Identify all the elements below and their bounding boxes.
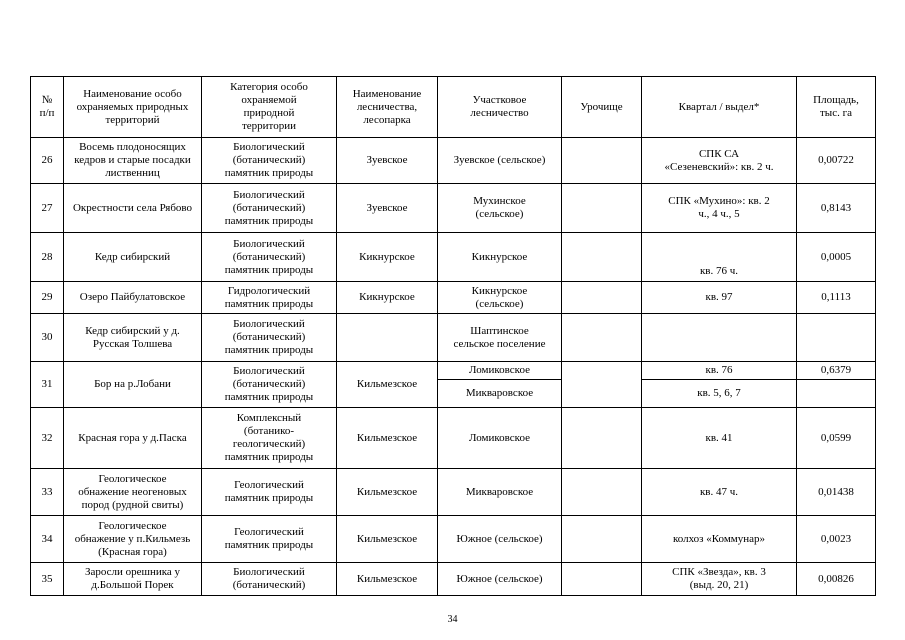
cell-num: 28 bbox=[31, 233, 64, 282]
cell-num: 29 bbox=[31, 282, 64, 314]
cell-quarter: кв. 76 ч. bbox=[642, 233, 797, 282]
cell-quarter: СПК СА «Сезеневский»: кв. 2 ч. bbox=[642, 138, 797, 184]
cell-area: 0,00722 bbox=[797, 138, 876, 184]
cell-num: 30 bbox=[31, 314, 64, 362]
header-quarter: Квартал / выдел* bbox=[642, 77, 797, 138]
cell-tract bbox=[562, 362, 642, 408]
cell-forestry: Кикнурское bbox=[337, 233, 438, 282]
cell-forestry: Кильмезское bbox=[337, 362, 438, 408]
cell-name: Кедр сибирский bbox=[64, 233, 202, 282]
cell-district: Микваровское bbox=[438, 380, 562, 408]
header-tract: Урочище bbox=[562, 77, 642, 138]
cell-category: Комплексный (ботанико- геологический) памятник природы bbox=[202, 408, 337, 469]
cell-tract bbox=[562, 233, 642, 282]
cell-num: 34 bbox=[31, 516, 64, 563]
cell-name: Восемь плодоносящих кедров и старые посадки лиственниц bbox=[64, 138, 202, 184]
cell-quarter: СПК «Звезда», кв. 3 (выд. 20, 21) bbox=[642, 563, 797, 596]
table-row bbox=[31, 282, 876, 314]
cell-area: 0,6379 bbox=[797, 362, 876, 380]
cell-district: Кикнурское (сельское) bbox=[438, 282, 562, 314]
cell-num: 33 bbox=[31, 469, 64, 516]
cell-forestry: Кильмезское bbox=[337, 408, 438, 469]
cell-forestry: Зуевское bbox=[337, 138, 438, 184]
cell-tract bbox=[562, 516, 642, 563]
cell-num: 27 bbox=[31, 184, 64, 233]
cell-quarter: кв. 41 bbox=[642, 408, 797, 469]
cell-district: Южное (сельское) bbox=[438, 516, 562, 563]
cell-tract bbox=[562, 184, 642, 233]
cell-area: 0,8143 bbox=[797, 184, 876, 233]
cell-forestry bbox=[337, 314, 438, 362]
cell-district: Шаптинское сельское поселение bbox=[438, 314, 562, 362]
header-num: № п/п bbox=[31, 77, 64, 138]
table-row bbox=[31, 469, 876, 516]
cell-district: Зуевское (сельское) bbox=[438, 138, 562, 184]
cell-area: 0,0599 bbox=[797, 408, 876, 469]
cell-category: Биологический (ботанический) памятник природы bbox=[202, 233, 337, 282]
cell-district: Южное (сельское) bbox=[438, 563, 562, 596]
cell-tract bbox=[562, 282, 642, 314]
cell-name: Геологическое обнажение неогеновых пород (рудной свиты) bbox=[64, 469, 202, 516]
cell-category: Геологический памятник природы bbox=[202, 469, 337, 516]
cell-num: 35 bbox=[31, 563, 64, 596]
cell-quarter: СПК «Мухино»: кв. 2 ч., 4 ч., 5 bbox=[642, 184, 797, 233]
cell-name: Красная гора у д.Паска bbox=[64, 408, 202, 469]
cell-num: 26 bbox=[31, 138, 64, 184]
header-category: Категория особо охраняемой природной территории bbox=[202, 77, 337, 138]
protected-areas-table bbox=[30, 76, 876, 596]
cell-name: Геологическое обнажение у п.Кильмезь (Красная гора) bbox=[64, 516, 202, 563]
cell-quarter: колхоз «Коммунар» bbox=[642, 516, 797, 563]
cell-category: Биологический (ботанический) памятник природы bbox=[202, 184, 337, 233]
header-area: Площадь, тыс. га bbox=[797, 77, 876, 138]
cell-num: 32 bbox=[31, 408, 64, 469]
cell-quarter: кв. 97 bbox=[642, 282, 797, 314]
cell-num: 31 bbox=[31, 362, 64, 408]
table-row bbox=[31, 408, 876, 469]
table-row bbox=[31, 184, 876, 233]
cell-name: Кедр сибирский у д. Русская Толшева bbox=[64, 314, 202, 362]
cell-quarter: кв. 76 bbox=[642, 362, 797, 380]
table-row bbox=[31, 563, 876, 596]
cell-area bbox=[797, 380, 876, 408]
cell-district: Ломиковское bbox=[438, 408, 562, 469]
page-number: 34 bbox=[447, 614, 458, 625]
cell-category: Гидрологический памятник природы bbox=[202, 282, 337, 314]
cell-name: Окрестности села Рябово bbox=[64, 184, 202, 233]
cell-quarter: кв. 47 ч. bbox=[642, 469, 797, 516]
cell-name: Озеро Пайбулатовское bbox=[64, 282, 202, 314]
cell-category: Биологический (ботанический) bbox=[202, 563, 337, 596]
cell-tract bbox=[562, 408, 642, 469]
cell-area bbox=[797, 314, 876, 362]
cell-forestry: Кильмезское bbox=[337, 563, 438, 596]
cell-district: Мухинское (сельское) bbox=[438, 184, 562, 233]
cell-category: Биологический (ботанический) памятник природы bbox=[202, 314, 337, 362]
table-row bbox=[31, 138, 876, 184]
cell-tract bbox=[562, 138, 642, 184]
cell-district: Микваровское bbox=[438, 469, 562, 516]
cell-tract bbox=[562, 469, 642, 516]
cell-tract bbox=[562, 314, 642, 362]
cell-name: Заросли орешника у д.Большой Порек bbox=[64, 563, 202, 596]
cell-forestry: Кильмезское bbox=[337, 469, 438, 516]
header-forestry: Наименование лесничества, лесопарка bbox=[337, 77, 438, 138]
cell-quarter bbox=[642, 314, 797, 362]
cell-category: Геологический памятник природы bbox=[202, 516, 337, 563]
cell-quarter: кв. 5, 6, 7 bbox=[642, 380, 797, 408]
table-row bbox=[31, 362, 876, 380]
cell-category: Биологический (ботанический) памятник природы bbox=[202, 362, 337, 408]
cell-forestry: Кильмезское bbox=[337, 516, 438, 563]
table-row bbox=[31, 314, 876, 362]
header-name: Наименование особо охраняемых природных территорий bbox=[64, 77, 202, 138]
header-district: Участковое лесничество bbox=[438, 77, 562, 138]
cell-area: 0,00826 bbox=[797, 563, 876, 596]
cell-name: Бор на р.Лобани bbox=[64, 362, 202, 408]
cell-area: 0,01438 bbox=[797, 469, 876, 516]
cell-category: Биологический (ботанический) памятник природы bbox=[202, 138, 337, 184]
cell-district: Кикнурское bbox=[438, 233, 562, 282]
table-row bbox=[31, 233, 876, 282]
cell-area: 0,0023 bbox=[797, 516, 876, 563]
table-row bbox=[31, 516, 876, 563]
cell-tract bbox=[562, 563, 642, 596]
cell-forestry: Кикнурское bbox=[337, 282, 438, 314]
cell-district: Ломиковское bbox=[438, 362, 562, 380]
cell-forestry: Зуевское bbox=[337, 184, 438, 233]
cell-area: 0,1113 bbox=[797, 282, 876, 314]
cell-area: 0,0005 bbox=[797, 233, 876, 282]
table-header-row bbox=[31, 77, 876, 138]
